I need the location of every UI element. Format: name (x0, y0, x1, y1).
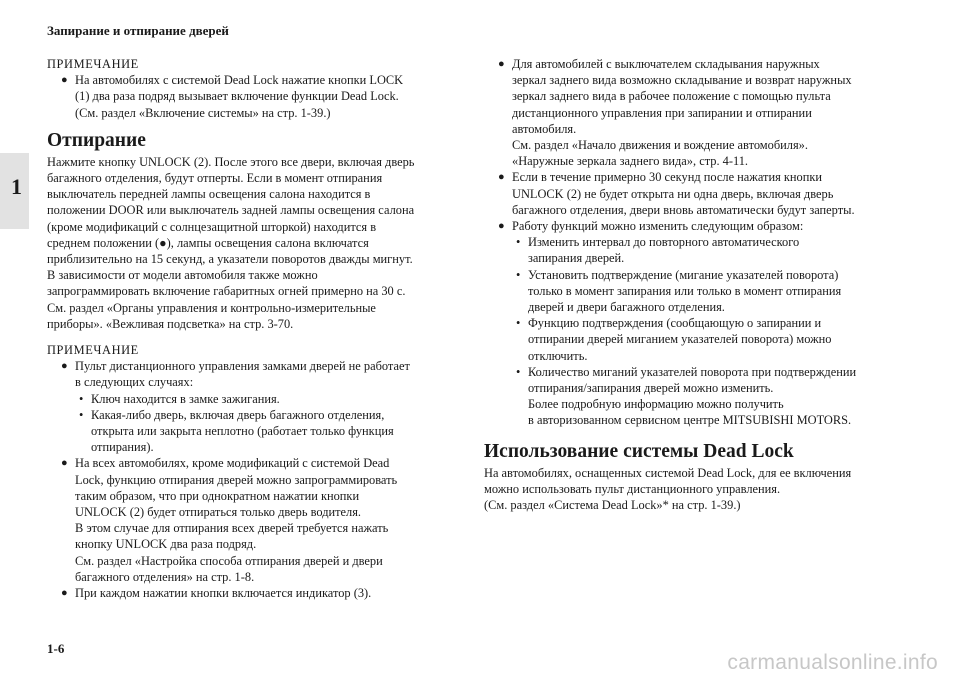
line: багажного отделения» на стр. 1-8. (75, 569, 255, 584)
sub-item (484, 234, 924, 266)
line: В этом случае для отпирания всех дверей требуется нажать (75, 521, 389, 536)
line: См. раздел «Настройка способа отпирания дверей и двери (75, 553, 383, 568)
line: приблизительно на 15 секунд, а указатели поворотов дважды мигнут. (47, 252, 413, 267)
unlock-paragraph (47, 154, 462, 332)
line: запрограммировать включение габаритных огней примерно на 30 с. (47, 284, 406, 299)
note-bullet (484, 56, 924, 169)
bullet-icon: ● (61, 360, 68, 373)
sub-item-continuation (484, 396, 924, 428)
right-column (484, 56, 924, 513)
sub-item (484, 315, 924, 364)
line: приборы». «Вежливая подсветка» на стр. 3-70. (47, 316, 294, 331)
line: выключатель передней лампы освещения салона находится в (47, 187, 371, 202)
line: UNLOCK (2) будет отпираться только дверь водителя. (75, 505, 362, 520)
sub-bullet-icon: • (516, 267, 521, 282)
note-bullet (484, 169, 924, 218)
line: Функцию подтверждения (сообщающую о запирании и (528, 316, 822, 331)
line: дверей и двери багажного отделения. (528, 300, 725, 315)
line: На автомобилях с системой Dead Lock нажатие кнопки LOCK (75, 73, 404, 88)
sub-bullet-icon: • (79, 407, 84, 422)
bullet-icon: ● (498, 171, 505, 184)
line: См. раздел «Органы управления и контрольно-измерительные (47, 300, 376, 315)
line: отпирании дверей миганием указателей поворота) можно (528, 332, 832, 347)
line: багажного отделения, двери вновь автоматически будут заперты. (512, 202, 855, 217)
section-heading-deadlock: Использование системы Dead Lock (484, 440, 794, 462)
line: отпирания/запирания дверей можно изменить. (528, 381, 774, 396)
line: Изменить интервал до повторного автоматического (528, 235, 800, 250)
bullet-icon: ● (61, 587, 68, 600)
sub-item (484, 364, 924, 396)
left-column (47, 56, 462, 601)
sub-bullet-icon: • (516, 235, 521, 250)
line: (кроме модификаций с солнцезащитной шторкой) находится в (47, 219, 377, 234)
note-bullet (47, 72, 462, 121)
line: среднем положении (●), лампы освещения салона включатся (47, 235, 369, 250)
line: отпирания). (91, 440, 154, 455)
line: В зависимости от модели автомобиля также можно (47, 268, 318, 283)
line: Работу функций можно изменить следующим образом: (512, 219, 804, 234)
line: При каждом нажатии кнопки включается индикатор (3). (75, 586, 372, 601)
bullet-icon: ● (498, 58, 505, 70)
line: дистанционного управления при запирании и отпирании (512, 105, 812, 120)
line: UNLOCK (2) не будет открыта ни одна дверь, включая дверь (512, 186, 834, 201)
line: Пульт дистанционного управления замками дверей не работает (75, 359, 410, 374)
sub-item (47, 391, 462, 407)
line: «Наружные зеркала заднего вида», стр. 4-11. (512, 154, 749, 169)
line: Нажмите кнопку UNLOCK (2). После этого все двери, включая дверь (47, 154, 415, 169)
line: Если в течение примерно 30 секунд после нажатия кнопки (512, 170, 823, 185)
line: запирания дверей. (528, 251, 625, 266)
line: Более подробную информацию можно получить (528, 397, 784, 412)
section-heading-unlock: Отпирание (47, 129, 146, 151)
bullet-icon: ● (61, 457, 68, 470)
note-bullet (47, 455, 462, 585)
note-bullet (47, 585, 462, 601)
watermark: carmanualsonline.info (727, 651, 938, 674)
line: зеркал заднего вида в рабочее положение с помощью пульта (512, 89, 831, 104)
deadlock-paragraph (484, 465, 924, 514)
line: На автомобилях, оснащенных системой Dead Lock, для ее включения (484, 465, 852, 480)
line: Ключ находится в замке зажигания. (91, 391, 280, 406)
sub-item (47, 407, 462, 456)
note-label: ПРИМЕЧАНИЕ (47, 57, 139, 71)
sub-item (484, 267, 924, 316)
note-label: ПРИМЕЧАНИЕ (47, 343, 139, 358)
line: багажного отделения, будут отперты. Если в момент отпирания (47, 171, 383, 186)
line: только в момент запирания или только в момент отпирания (528, 283, 842, 298)
sub-bullet-icon: • (516, 316, 521, 331)
line: Установить подтверждение (мигание указателей поворота) (528, 267, 839, 282)
running-header: Запирание и отпирание дверей (47, 23, 229, 38)
line: См. раздел «Начало движения и вождение автомобиля». (512, 138, 808, 153)
line: в авторизованном сервисном центре MITSUBISHI MOTORS. (528, 413, 852, 428)
line: автомобиля. (512, 121, 577, 136)
sub-bullet-icon: • (79, 391, 84, 406)
line: отключить. (528, 348, 588, 363)
line: Lock, функцию отпирания дверей можно запрограммировать (75, 472, 398, 487)
bullet-icon: ● (61, 74, 68, 87)
line: открыта или закрыта неплотно (работает только функция (91, 424, 394, 439)
line: Какая-либо дверь, включая дверь багажного отделения, (91, 407, 385, 422)
line: Для автомобилей с выключателем складывания наружных (512, 57, 820, 71)
page-number: 1-6 (47, 641, 65, 656)
note-bullet (47, 358, 462, 390)
line: таким образом, что при однократном нажатии кнопки (75, 488, 360, 503)
line: (См. раздел «Включение системы» на стр. 1-39.) (75, 105, 331, 120)
sub-bullet-icon: • (516, 364, 521, 379)
line: в следующих случаях: (75, 375, 194, 390)
line: можно использовать пульт дистанционного управления. (484, 481, 781, 496)
line: На всех автомобилях, кроме модификаций с системой Dead (75, 456, 390, 471)
chapter-number: 1 (11, 174, 22, 199)
line: Количество миганий указателей поворота при подтверждении (528, 364, 857, 379)
note-bullet (484, 218, 924, 234)
line: (1) два раза подряд вызывает включение функции Dead Lock. (75, 89, 399, 104)
line: (См. раздел «Система Dead Lock»* на стр. 1-39.) (484, 498, 741, 513)
line: положении DOOR или выключатель задней лампы освещения салона (47, 203, 415, 218)
line: кнопку UNLOCK два раза подряд. (75, 537, 257, 552)
bullet-icon: ● (498, 220, 505, 233)
line: зеркал заднего вида возможно складывание и возврат наружных (512, 73, 852, 88)
